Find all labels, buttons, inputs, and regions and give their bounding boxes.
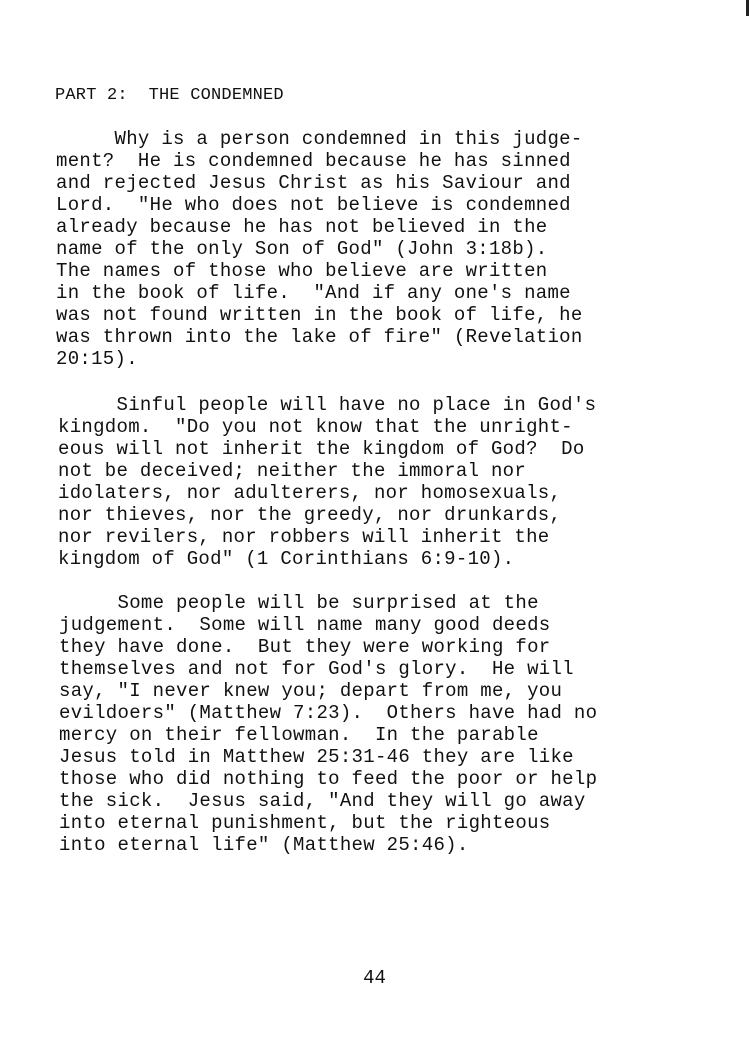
text-line: idolaters, nor adulterers, nor homosexuals, bbox=[58, 482, 562, 504]
text-line: evildoers" (Matthew 7:23). Others have had no bbox=[59, 702, 598, 724]
text-line: not be deceived; neither the immoral nor bbox=[58, 460, 527, 482]
text-line: Why is a person condemned in this judge- bbox=[56, 128, 583, 150]
paragraph-1 bbox=[56, 128, 736, 370]
text-line: nor revilers, nor robbers will inherit the bbox=[58, 526, 550, 548]
text-line: was thrown into the lake of fire" (Revelation bbox=[56, 326, 583, 348]
text-line: Jesus told in Matthew 25:31-46 they are like bbox=[59, 746, 574, 768]
text-line: 20:15). bbox=[56, 348, 138, 370]
text-line: was not found written in the book of life, he bbox=[56, 304, 583, 326]
text-line: Sinful people will have no place in God's bbox=[58, 394, 597, 416]
text-line: ment? He is condemned because he has sinned bbox=[56, 150, 571, 172]
text-line: name of the only Son of God" (John 3:18b). bbox=[56, 238, 548, 260]
text-line: into eternal life" (Matthew 25:46). bbox=[59, 834, 469, 856]
paragraph-2 bbox=[58, 394, 738, 570]
text-line: themselves and not for God's glory. He will bbox=[59, 658, 574, 680]
paragraph-3 bbox=[59, 592, 739, 856]
text-line: The names of those who believe are written bbox=[56, 260, 548, 282]
text-line: and rejected Jesus Christ as his Saviour and bbox=[56, 172, 571, 194]
text-line: the sick. Jesus said, "And they will go away bbox=[59, 790, 586, 812]
text-line: judgement. Some will name many good deeds bbox=[59, 614, 551, 636]
section-heading: PART 2: THE CONDEMNED bbox=[55, 86, 284, 105]
text-line: those who did nothing to feed the poor or help bbox=[59, 768, 598, 790]
text-line: Lord. "He who does not believe is condemned bbox=[56, 194, 571, 216]
text-line: kingdom. "Do you not know that the unright- bbox=[58, 416, 573, 438]
text-line: Some people will be surprised at the bbox=[59, 592, 539, 614]
text-line: nor thieves, nor the greedy, nor drunkards, bbox=[58, 504, 562, 526]
text-line: eous will not inherit the kingdom of God? Do bbox=[58, 438, 585, 460]
text-line: in the book of life. "And if any one's name bbox=[56, 282, 571, 304]
text-line: mercy on their fellowman. In the parable bbox=[59, 724, 539, 746]
text-line: into eternal punishment, but the righteous bbox=[59, 812, 551, 834]
page-number: 44 bbox=[363, 967, 386, 989]
text-line: already because he has not believed in the bbox=[56, 216, 548, 238]
text-line: kingdom of God" (1 Corinthians 6:9-10). bbox=[58, 548, 515, 570]
text-line: they have done. But they were working for bbox=[59, 636, 551, 658]
text-line: say, "I never knew you; depart from me, you bbox=[59, 680, 563, 702]
